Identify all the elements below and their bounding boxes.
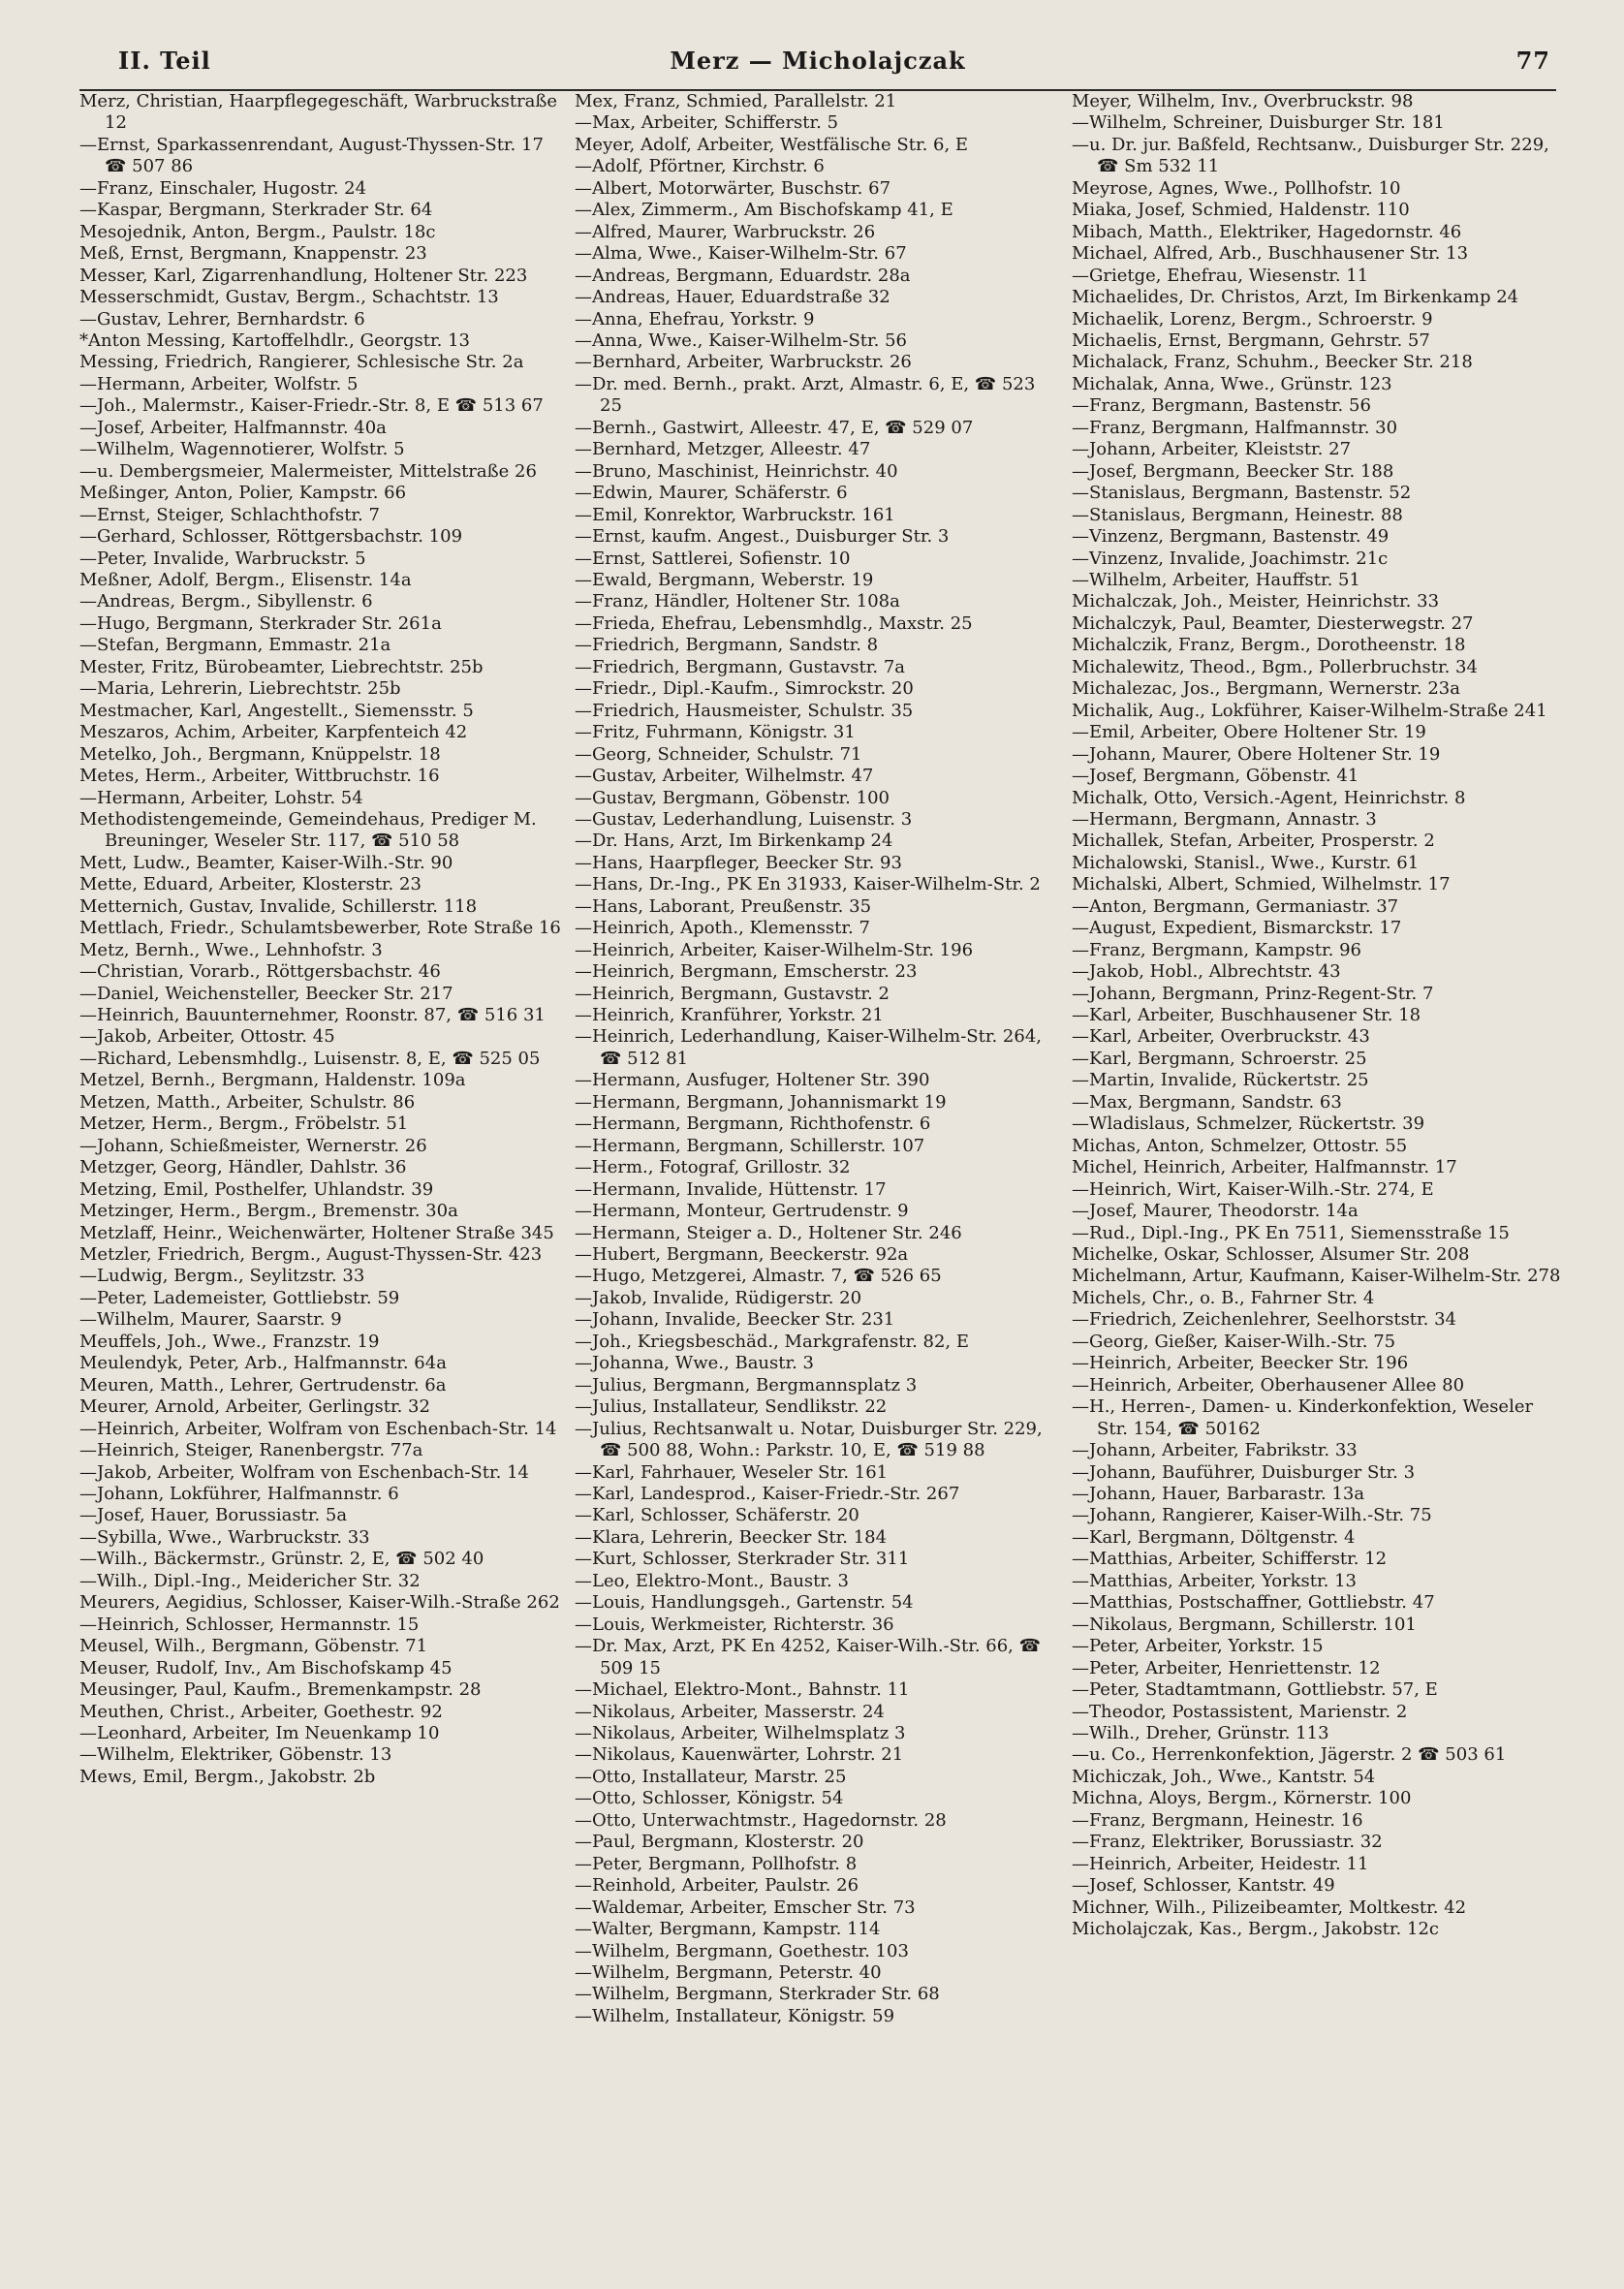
directory-entry: —Bernhard, Arbeiter, Warbruckstr. 26 bbox=[575, 352, 912, 373]
directory-entry: —Johann, Bergmann, Prinz-Regent-Str. 7 bbox=[1072, 983, 1434, 1004]
directory-entry: —Peter, Invalide, Warbruckstr. 5 bbox=[79, 548, 366, 569]
directory-entry: —Gustav, Arbeiter, Wilhelmstr. 47 bbox=[575, 766, 874, 787]
directory-entry: —Frieda, Ehefrau, Lebensmhdlg., Maxstr. 25 bbox=[575, 612, 973, 634]
directory-entry: —Emil, Arbeiter, Obere Holtener Str. 19 bbox=[1072, 722, 1426, 743]
directory-entry: Michallek, Stefan, Arbeiter, Prosperstr. 2 bbox=[1072, 831, 1435, 852]
directory-entry: Michalik, Aug., Lokführer, Kaiser-Wilhelm-Straße 241 bbox=[1072, 700, 1547, 721]
directory-entry: Meuthen, Christ., Arbeiter, Goethestr. 92 bbox=[79, 1701, 443, 1722]
directory-entry: —Karl, Schlosser, Schäferstr. 20 bbox=[575, 1505, 859, 1526]
directory-entry: —Hans, Dr.-Ing., PK En 31933, Kaiser-Wilhelm-Str. 2 bbox=[575, 874, 1041, 895]
directory-entry: Michas, Anton, Schmelzer, Ottostr. 55 bbox=[1072, 1135, 1408, 1156]
directory-entry: —Hugo, Bergmann, Sterkrader Str. 261a bbox=[79, 612, 442, 634]
directory-entry: —Dr. med. Bernh., prakt. Arzt, Almastr. 6, E, ☎ 523 25 bbox=[575, 373, 1036, 417]
directory-entry: Meusel, Wilh., Bergmann, Göbenstr. 71 bbox=[79, 1636, 428, 1657]
directory-entry: —Dr. Hans, Arzt, Im Birkenkamp 24 bbox=[575, 831, 893, 852]
directory-entry: —Heinrich, Wirt, Kaiser-Wilh.-Str. 274, E bbox=[1072, 1178, 1434, 1200]
directory-entry: —Wilhelm, Bergmann, Peterstr. 40 bbox=[575, 1961, 882, 1983]
directory-entry: —Martin, Invalide, Rückertstr. 25 bbox=[1072, 1070, 1369, 1091]
directory-entry: —Heinrich, Arbeiter, Oberhausener Allee 80 bbox=[1072, 1374, 1465, 1395]
directory-entry: —Ewald, Bergmann, Weberstr. 19 bbox=[575, 569, 874, 590]
directory-entry: —Reinhold, Arbeiter, Paulstr. 26 bbox=[575, 1875, 859, 1897]
directory-entry: —Heinrich, Lederhandlung, Kaiser-Wilhelm-Str. 264, ☎ 512 81 bbox=[575, 1026, 1043, 1069]
directory-entry: Metzing, Emil, Posthelfer, Uhlandstr. 39 bbox=[79, 1178, 434, 1200]
directory-entry: —Wilhelm, Schreiner, Duisburger Str. 181 bbox=[1072, 112, 1445, 134]
directory-entry: —Gerhard, Schlosser, Röttgersbachstr. 109 bbox=[79, 526, 463, 548]
directory-entry: —Vinzenz, Bergmann, Bastenstr. 49 bbox=[1072, 526, 1390, 548]
directory-entry: Meszaros, Achim, Arbeiter, Karpfenteich 42 bbox=[79, 722, 468, 743]
directory-entry: —u. Dr. jur. Baßfeld, Rechtsanw., Duisburger Str. 229, ☎ Sm 532 11 bbox=[1072, 134, 1549, 177]
directory-entry: —Ernst, kaufm. Angest., Duisburger Str. 3 bbox=[575, 526, 950, 548]
directory-entry: —Wilh., Dipl.-Ing., Meidericher Str. 32 bbox=[79, 1570, 421, 1591]
directory-entry: Metzel, Bernh., Bergmann, Haldenstr. 109a bbox=[79, 1070, 466, 1091]
directory-entry: —Karl, Arbeiter, Overbruckstr. 43 bbox=[1072, 1026, 1370, 1048]
directory-entry: Meyer, Wilhelm, Inv., Overbruckstr. 98 bbox=[1072, 91, 1414, 111]
directory-entry: —Wilhelm, Elektriker, Göbenstr. 13 bbox=[79, 1744, 392, 1766]
directory-entry: —Johann, Maurer, Obere Holtener Str. 19 bbox=[1072, 743, 1441, 765]
directory-entry: —Leo, Elektro-Mont., Baustr. 3 bbox=[575, 1570, 849, 1591]
directory-entry: —Heinrich, Bauunternehmer, Roonstr. 87, ☎ 516 31 bbox=[79, 1005, 546, 1026]
directory-entry: —Ludwig, Bergm., Seylitzstr. 33 bbox=[79, 1266, 365, 1287]
directory-entry: —Kaspar, Bergmann, Sterkrader Str. 64 bbox=[79, 200, 433, 221]
directory-entry: —Hugo, Metzgerei, Almastr. 7, ☎ 526 65 bbox=[575, 1266, 942, 1287]
directory-entry: —Wilhelm, Bergmann, Goethestr. 103 bbox=[575, 1940, 909, 1961]
directory-entry: Mestmacher, Karl, Angestellt., Siemensstr. 5 bbox=[79, 700, 474, 721]
directory-entry: —Anna, Wwe., Kaiser-Wilhelm-Str. 56 bbox=[575, 329, 908, 351]
directory-entry: —Nikolaus, Bergmann, Schillerstr. 101 bbox=[1072, 1614, 1417, 1635]
directory-entry: —u. Dembergsmeier, Malermeister, Mittelstraße 26 bbox=[79, 460, 537, 482]
directory-entry: Metzlaff, Heinr., Weichenwärter, Holtener Straße 345 bbox=[79, 1222, 554, 1243]
directory-entry: —u. Co., Herrenkonfektion, Jägerstr. 2 ☎ 503 61 bbox=[1072, 1744, 1507, 1766]
directory-entry: —Alex, Zimmerm., Am Bischofskamp 41, E bbox=[575, 200, 953, 221]
directory-entry: —Hans, Haarpfleger, Beecker Str. 93 bbox=[575, 852, 902, 873]
directory-entry: —Anton, Bergmann, Germaniastr. 37 bbox=[1072, 895, 1399, 917]
directory-entry: —Julius, Installateur, Sendlikstr. 22 bbox=[575, 1396, 888, 1418]
directory-entry: Michaelis, Ernst, Bergmann, Gehrstr. 57 bbox=[1072, 329, 1430, 351]
directory-entry: —Andreas, Bergm., Sibyllenstr. 6 bbox=[79, 591, 373, 612]
directory-entry: —Emil, Konrektor, Warbruckstr. 161 bbox=[575, 504, 895, 525]
directory-entry: —Hermann, Steiger a. D., Holtener Str. 246 bbox=[575, 1222, 962, 1243]
directory-entry: —Hermann, Invalide, Hüttenstr. 17 bbox=[575, 1178, 887, 1200]
directory-entry: —Johanna, Wwe., Baustr. 3 bbox=[575, 1353, 815, 1374]
directory-entry: Metzen, Matth., Arbeiter, Schulstr. 86 bbox=[79, 1091, 416, 1113]
directory-entry: Mette, Eduard, Arbeiter, Klosterstr. 23 bbox=[79, 874, 422, 895]
directory-entry: —Albert, Motorwärter, Buschstr. 67 bbox=[575, 177, 891, 199]
directory-entry: Metzler, Friedrich, Bergm., August-Thyssen-Str. 423 bbox=[79, 1244, 543, 1266]
directory-entry: Meulendyk, Peter, Arb., Halfmannstr. 64a bbox=[79, 1353, 447, 1374]
directory-entry: Miaka, Josef, Schmied, Haldenstr. 110 bbox=[1072, 200, 1410, 221]
directory-entry: Messing, Friedrich, Rangierer, Schlesische Str. 2a bbox=[79, 352, 524, 373]
directory-entry: —Christian, Vorarb., Röttgersbachstr. 46 bbox=[79, 961, 441, 983]
directory-entry: —Alfred, Maurer, Warbruckstr. 26 bbox=[575, 221, 876, 242]
directory-entry: —Bernhard, Metzger, Alleestr. 47 bbox=[575, 439, 871, 460]
directory-entry: —Louis, Werkmeister, Richterstr. 36 bbox=[575, 1614, 894, 1635]
directory-entry: Michalczik, Franz, Bergm., Dorotheenstr. 18 bbox=[1072, 635, 1466, 656]
directory-entry: —Nikolaus, Arbeiter, Wilhelmsplatz 3 bbox=[575, 1722, 906, 1743]
directory-entry: —Friedrich, Hausmeister, Schulstr. 35 bbox=[575, 700, 914, 721]
directory-entry: —Josef, Maurer, Theodorstr. 14a bbox=[1072, 1201, 1359, 1222]
directory-entry: —Vinzenz, Invalide, Joachimstr. 21c bbox=[1072, 548, 1389, 569]
directory-entry: —Nikolaus, Arbeiter, Masserstr. 24 bbox=[575, 1701, 885, 1722]
directory-entry: Meurers, Aegidius, Schlosser, Kaiser-Wilh.-Straße 262 bbox=[79, 1592, 560, 1614]
directory-entry: —Theodor, Postassistent, Marienstr. 2 bbox=[1072, 1701, 1408, 1722]
directory-entry: Michalk, Otto, Versich.-Agent, Heinrichstr. 8 bbox=[1072, 787, 1466, 808]
directory-entry: Mettlach, Friedr., Schulamtsbewerber, Rote Straße 16 bbox=[79, 918, 561, 939]
directory-entry: —Karl, Bergmann, Schroerstr. 25 bbox=[1072, 1048, 1367, 1069]
directory-entry: —Otto, Installateur, Marstr. 25 bbox=[575, 1766, 847, 1787]
directory-entry: Meßinger, Anton, Polier, Kampstr. 66 bbox=[79, 483, 407, 504]
directory-entry: Meuren, Matth., Lehrer, Gertrudenstr. 6a bbox=[79, 1374, 447, 1395]
directory-entry: —Hermann, Bergmann, Schillerstr. 107 bbox=[575, 1135, 925, 1156]
directory-entry: —Karl, Landesprod., Kaiser-Friedr.-Str. 267 bbox=[575, 1484, 960, 1504]
directory-entry: —Gustav, Bergmann, Göbenstr. 100 bbox=[575, 787, 890, 808]
directory-entry: —Matthias, Postschaffner, Gottliebstr. 47 bbox=[1072, 1592, 1435, 1614]
directory-entry: Methodistengemeinde, Gemeindehaus, Prediger M. Breuninger, Weseler Str. 117, ☎ 510 58 bbox=[79, 808, 537, 852]
directory-entry: Michiczak, Joh., Wwe., Kantstr. 54 bbox=[1072, 1766, 1376, 1787]
directory-entry: —Heinrich, Apoth., Klemensstr. 7 bbox=[575, 918, 870, 939]
name-range: Merz — Micholajczak bbox=[670, 47, 966, 75]
directory-entry: —Ernst, Sparkassenrendant, August-Thyssen-Str. 17 ☎ 507 86 bbox=[79, 134, 544, 177]
directory-entry: —Johann, Rangierer, Kaiser-Wilh.-Str. 75 bbox=[1072, 1505, 1432, 1526]
directory-entry: —Bernh., Gastwirt, Alleestr. 47, E, ☎ 529 07 bbox=[575, 417, 974, 438]
directory-entry: Metternich, Gustav, Invalide, Schillerstr. 118 bbox=[79, 895, 478, 917]
directory-entry: —Heinrich, Arbeiter, Heidestr. 11 bbox=[1072, 1853, 1369, 1874]
directory-entry: —Johann, Schießmeister, Wernerstr. 26 bbox=[79, 1135, 427, 1156]
directory-entry: Meß, Ernst, Bergmann, Knappenstr. 23 bbox=[79, 243, 427, 265]
directory-entry: —Johann, Hauer, Barbarastr. 13a bbox=[1072, 1484, 1365, 1504]
directory-entry: —Dr. Max, Arzt, PK En 4252, Kaiser-Wilh.-Str. 66, ☎ 509 15 bbox=[575, 1636, 1042, 1678]
directory-entry: Merz, Christian, Haarpflegegeschäft, Warbruckstraße 12 bbox=[79, 91, 558, 134]
directory-entry: —Johann, Invalide, Beecker Str. 231 bbox=[575, 1309, 895, 1331]
directory-entry: —Rud., Dipl.-Ing., PK En 7511, Siemensstraße 15 bbox=[1072, 1222, 1510, 1243]
directory-entry: —Hermann, Bergmann, Johannismarkt 19 bbox=[575, 1091, 947, 1113]
directory-entry: Meusinger, Paul, Kaufm., Bremenkampstr. 28 bbox=[79, 1679, 482, 1701]
directory-entry: —Wilhelm, Arbeiter, Hauffstr. 51 bbox=[1072, 569, 1360, 590]
directory-entry: —Franz, Elektriker, Borussiastr. 32 bbox=[1072, 1832, 1383, 1853]
directory-entry: —Hermann, Bergmann, Richthofenstr. 6 bbox=[575, 1113, 931, 1135]
directory-entry: —Hans, Laborant, Preußenstr. 35 bbox=[575, 895, 872, 917]
directory-entry: Mester, Fritz, Bürobeamter, Liebrechtstr. 25b bbox=[79, 656, 484, 677]
directory-entry: —Stefan, Bergmann, Emmastr. 21a bbox=[79, 635, 391, 656]
directory-entry: —Julius, Rechtsanwalt u. Notar, Duisburger Str. 229, ☎ 500 88, Wohn.: Parkstr. 10, E, ☎ 519 88 bbox=[575, 1418, 1043, 1461]
directory-entry: —Jakob, Arbeiter, Wolfram von Eschenbach-Str. 14 bbox=[79, 1461, 529, 1483]
directory-entry: —Heinrich, Bergmann, Emscherstr. 23 bbox=[575, 961, 918, 983]
directory-entry: —Jakob, Hobl., Albrechtstr. 43 bbox=[1072, 961, 1341, 983]
directory-entry: Michalewitz, Theod., Bgm., Pollerbruchstr. 34 bbox=[1072, 656, 1478, 677]
directory-entry: —Heinrich, Steiger, Ranenbergstr. 77a bbox=[79, 1440, 423, 1461]
directory-entry: —Georg, Schneider, Schulstr. 71 bbox=[575, 743, 862, 765]
directory-entry: —Joh., Malermstr., Kaiser-Friedr.-Str. 8, E ☎ 513 67 bbox=[79, 395, 544, 417]
directory-entry: —Heinrich, Bergmann, Gustavstr. 2 bbox=[575, 983, 890, 1004]
directory-entry: Micholajczak, Kas., Bergm., Jakobstr. 12c bbox=[1072, 1919, 1439, 1940]
page-number: 77 bbox=[1515, 47, 1550, 75]
directory-entry: —Paul, Bergmann, Klosterstr. 20 bbox=[575, 1832, 864, 1853]
directory-entry: Michael, Alfred, Arb., Buschhausener Str. 13 bbox=[1072, 243, 1469, 265]
directory-entry: —Hermann, Arbeiter, Lohstr. 54 bbox=[79, 787, 363, 808]
directory-entry: —August, Expedient, Bismarckstr. 17 bbox=[1072, 918, 1402, 939]
directory-entry: —Friedr., Dipl.-Kaufm., Simrockstr. 20 bbox=[575, 678, 914, 700]
directory-entry: Metzinger, Herm., Bergm., Bremenstr. 30a bbox=[79, 1201, 458, 1222]
directory-entry: —Jakob, Arbeiter, Ottostr. 45 bbox=[79, 1026, 335, 1048]
directory-entry: —Franz, Bergmann, Heinestr. 16 bbox=[1072, 1809, 1363, 1831]
directory-entry: —Johann, Bauführer, Duisburger Str. 3 bbox=[1072, 1461, 1416, 1483]
directory-entry: Mews, Emil, Bergm., Jakobstr. 2b bbox=[79, 1766, 376, 1787]
directory-entry: Michels, Chr., o. B., Fahrner Str. 4 bbox=[1072, 1287, 1375, 1308]
directory-entry: Metzger, Georg, Händler, Dahlstr. 36 bbox=[79, 1157, 407, 1178]
directory-entry: Michelke, Oskar, Schlosser, Alsumer Str. 208 bbox=[1072, 1244, 1470, 1266]
directory-entry: —Matthias, Arbeiter, Yorkstr. 13 bbox=[1072, 1570, 1357, 1591]
directory-entry: —Peter, Arbeiter, Yorkstr. 15 bbox=[1072, 1636, 1324, 1657]
directory-entry: Michner, Wilh., Pilizeibeamter, Moltkestr. 42 bbox=[1072, 1897, 1467, 1918]
directory-entry: —Hermann, Arbeiter, Wolfstr. 5 bbox=[79, 373, 359, 394]
directory-entry: —Wilhelm, Bergmann, Sterkrader Str. 68 bbox=[575, 1984, 940, 2005]
directory-entry: —Waldemar, Arbeiter, Emscher Str. 73 bbox=[575, 1897, 916, 1918]
directory-entry: Michaelides, Dr. Christos, Arzt, Im Birkenkamp 24 bbox=[1072, 287, 1519, 308]
directory-entry: Mibach, Matth., Elektriker, Hagedornstr. 46 bbox=[1072, 221, 1462, 242]
directory-entry: Meyrose, Agnes, Wwe., Pollhofstr. 10 bbox=[1072, 177, 1401, 199]
directory-entry: Michalack, Franz, Schuhm., Beecker Str. 218 bbox=[1072, 352, 1473, 373]
directory-entry: —Fritz, Fuhrmann, Königstr. 31 bbox=[575, 722, 856, 743]
directory-entry: —Walter, Bergmann, Kampstr. 114 bbox=[575, 1919, 881, 1940]
directory-entry: —Julius, Bergmann, Bergmannsplatz 3 bbox=[575, 1374, 918, 1395]
directory-entry: —Kurt, Schlosser, Sterkrader Str. 311 bbox=[575, 1549, 910, 1570]
directory-entry: —Karl, Arbeiter, Buschhausener Str. 18 bbox=[1072, 1005, 1421, 1026]
directory-entry: —Friedrich, Bergmann, Sandstr. 8 bbox=[575, 635, 879, 656]
directory-entry: —Karl, Bergmann, Döltgenstr. 4 bbox=[1072, 1526, 1356, 1548]
directory-entry: Metzer, Herm., Bergm., Fröbelstr. 51 bbox=[79, 1113, 409, 1135]
column-1 bbox=[79, 91, 562, 2272]
directory-entry: —Otto, Schlosser, Königstr. 54 bbox=[575, 1788, 844, 1809]
directory-entry: —Maria, Lehrerin, Liebrechtstr. 25b bbox=[79, 678, 401, 700]
directory-entry: —Wilhelm, Wagennotierer, Wolfstr. 5 bbox=[79, 439, 405, 460]
directory-entry: —Wilh., Dreher, Grünstr. 113 bbox=[1072, 1722, 1329, 1743]
directory-entry: Mex, Franz, Schmied, Parallelstr. 21 bbox=[575, 91, 897, 111]
directory-entry: —Franz, Bergmann, Halfmannstr. 30 bbox=[1072, 417, 1398, 438]
directory-entry: —Leonhard, Arbeiter, Im Neuenkamp 10 bbox=[79, 1722, 440, 1743]
directory-entry: Michelmann, Artur, Kaufmann, Kaiser-Wilhelm-Str. 278 bbox=[1072, 1266, 1561, 1287]
directory-entry: —Wilh., Bäckermstr., Grünstr. 2, E, ☎ 502 40 bbox=[79, 1549, 484, 1570]
directory-entry: —Nikolaus, Kauenwärter, Lohrstr. 21 bbox=[575, 1744, 904, 1766]
directory-entry: —Wilhelm, Installateur, Königstr. 59 bbox=[575, 2005, 895, 2026]
directory-entry: Metes, Herm., Arbeiter, Wittbruchstr. 16 bbox=[79, 766, 440, 787]
directory-entry: Michalczak, Joh., Meister, Heinrichstr. 33 bbox=[1072, 591, 1440, 612]
directory-entry: —Peter, Bergmann, Pollhofstr. 8 bbox=[575, 1853, 858, 1874]
directory-entry: —Max, Bergmann, Sandstr. 63 bbox=[1072, 1091, 1342, 1113]
directory-entry: —Franz, Einschaler, Hugostr. 24 bbox=[79, 177, 367, 199]
directory-entry: —Ernst, Steiger, Schlachthofstr. 7 bbox=[79, 504, 380, 525]
directory-entry: —Friedrich, Zeichenlehrer, Seelhorststr. 34 bbox=[1072, 1309, 1457, 1331]
directory-entry: Michalczyk, Paul, Beamter, Diesterwegstr. 27 bbox=[1072, 612, 1474, 634]
directory-entry: —Hermann, Monteur, Gertrudenstr. 9 bbox=[575, 1201, 909, 1222]
directory-entry: —Sybilla, Wwe., Warbruckstr. 33 bbox=[79, 1526, 370, 1548]
directory-entry: —Peter, Lademeister, Gottliebstr. 59 bbox=[79, 1287, 400, 1308]
directory-entry: —Otto, Unterwachtmstr., Hagedornstr. 28 bbox=[575, 1809, 947, 1831]
directory-entry: —Johann, Lokführer, Halfmannstr. 6 bbox=[79, 1484, 399, 1504]
directory-entry: Metz, Bernh., Wwe., Lehnhofstr. 3 bbox=[79, 939, 383, 960]
directory-entry: Meurer, Arnold, Arbeiter, Gerlingstr. 32 bbox=[79, 1396, 430, 1418]
directory-entry: —Ernst, Sattlerei, Sofienstr. 10 bbox=[575, 548, 851, 569]
directory-entry: —Josef, Bergmann, Beecker Str. 188 bbox=[1072, 460, 1394, 482]
directory-entry: —Franz, Händler, Holtener Str. 108a bbox=[575, 591, 900, 612]
directory-entry: —Heinrich, Arbeiter, Wolfram von Eschenbach-Str. 14 bbox=[79, 1418, 557, 1439]
directory-entry: —Gustav, Lederhandlung, Luisenstr. 3 bbox=[575, 808, 913, 830]
directory-entry: —Daniel, Weichensteller, Beecker Str. 217 bbox=[79, 983, 453, 1004]
directory-entry: —Bruno, Maschinist, Heinrichstr. 40 bbox=[575, 460, 898, 482]
directory-entry: Michalski, Albert, Schmied, Wilhelmstr. 17 bbox=[1072, 874, 1451, 895]
directory-entry: —Alma, Wwe., Kaiser-Wilhelm-Str. 67 bbox=[575, 243, 907, 265]
directory-entry: —Johann, Arbeiter, Kleiststr. 27 bbox=[1072, 439, 1352, 460]
directory-entry: —Anna, Ehefrau, Yorkstr. 9 bbox=[575, 308, 815, 329]
directory-entry: —Josef, Bergmann, Göbenstr. 41 bbox=[1072, 766, 1359, 787]
directory-entry: —Josef, Hauer, Borussiastr. 5a bbox=[79, 1505, 348, 1526]
directory-entry: —Grietge, Ehefrau, Wiesenstr. 11 bbox=[1072, 265, 1369, 286]
directory-entry: —Karl, Fahrhauer, Weseler Str. 161 bbox=[575, 1461, 889, 1483]
directory-entry: —Heinrich, Schlosser, Hermannstr. 15 bbox=[79, 1614, 420, 1635]
directory-entry: —Matthias, Arbeiter, Schifferstr. 12 bbox=[1072, 1549, 1388, 1570]
directory-entry: —Heinrich, Kranführer, Yorkstr. 21 bbox=[575, 1005, 884, 1026]
directory-entry: —Wilhelm, Maurer, Saarstr. 9 bbox=[79, 1309, 342, 1331]
directory-entry: —Adolf, Pförtner, Kirchstr. 6 bbox=[575, 156, 825, 177]
directory-entry: —Michael, Elektro-Mont., Bahnstr. 11 bbox=[575, 1679, 910, 1701]
directory-entry: Meuser, Rudolf, Inv., Am Bischofskamp 45 bbox=[79, 1657, 453, 1678]
directory-entry: —Klara, Lehrerin, Beecker Str. 184 bbox=[575, 1526, 888, 1548]
directory-entry: Messer, Karl, Zigarrenhandlung, Holtener Str. 223 bbox=[79, 265, 528, 286]
directory-entry: Mett, Ludw., Beamter, Kaiser-Wilh.-Str. 90 bbox=[79, 852, 453, 873]
directory-entry: Mesojednik, Anton, Bergm., Paulstr. 18c bbox=[79, 221, 436, 242]
directory-entry: Michel, Heinrich, Arbeiter, Halfmannstr. 17 bbox=[1072, 1157, 1457, 1178]
directory-entry: Michalezac, Jos., Bergmann, Wernerstr. 23a bbox=[1072, 678, 1460, 700]
directory-entry: —Johann, Arbeiter, Fabrikstr. 33 bbox=[1072, 1440, 1358, 1461]
directory-entry: —Friedrich, Bergmann, Gustavstr. 7a bbox=[575, 656, 906, 677]
directory-entry: Meuffels, Joh., Wwe., Franzstr. 19 bbox=[79, 1331, 380, 1352]
directory-entry: Messerschmidt, Gustav, Bergm., Schachtstr. 13 bbox=[79, 287, 499, 308]
directory-entry: —Stanislaus, Bergmann, Bastenstr. 52 bbox=[1072, 483, 1412, 504]
directory-entry: Michalowski, Stanisl., Wwe., Kurstr. 61 bbox=[1072, 852, 1420, 873]
directory-entry: —Edwin, Maurer, Schäferstr. 6 bbox=[575, 483, 848, 504]
directory-entry: —Joh., Kriegsbeschäd., Markgrafenstr. 82, E bbox=[575, 1331, 970, 1352]
directory-entry: —H., Herren-, Damen- u. Kinderkonfektion, Weseler Str. 154, ☎ 50162 bbox=[1072, 1396, 1534, 1439]
directory-entry: —Franz, Bergmann, Kampstr. 96 bbox=[1072, 939, 1361, 960]
directory-entry: —Peter, Stadtamtmann, Gottliebstr. 57, E bbox=[1072, 1679, 1438, 1701]
directory-entry: —Gustav, Lehrer, Bernhardstr. 6 bbox=[79, 308, 365, 329]
directory-entry: —Louis, Handlungsgeh., Gartenstr. 54 bbox=[575, 1592, 914, 1614]
directory-entry: —Andreas, Bergmann, Eduardstr. 28a bbox=[575, 265, 911, 286]
directory-entry: —Andreas, Hauer, Eduardstraße 32 bbox=[575, 287, 890, 308]
directory-entry: Michaelik, Lorenz, Bergm., Schroerstr. 9 bbox=[1072, 308, 1433, 329]
directory-entry: —Heinrich, Arbeiter, Beecker Str. 196 bbox=[1072, 1353, 1409, 1374]
directory-entry: —Franz, Bergmann, Bastenstr. 56 bbox=[1072, 395, 1371, 417]
directory-entry: —Josef, Arbeiter, Halfmannstr. 40a bbox=[79, 417, 387, 438]
directory-entry: —Herm., Fotograf, Grillostr. 32 bbox=[575, 1157, 851, 1178]
column-3 bbox=[1072, 91, 1562, 2272]
directory-entry: —Wladislaus, Schmelzer, Rückertstr. 39 bbox=[1072, 1113, 1425, 1135]
section-label: II. Teil bbox=[118, 47, 211, 75]
directory-entry: Meßner, Adolf, Bergm., Elisenstr. 14a bbox=[79, 569, 412, 590]
directory-entry: Metelko, Joh., Bergmann, Knüppelstr. 18 bbox=[79, 743, 441, 765]
directory-entry: —Georg, Gießer, Kaiser-Wilh.-Str. 75 bbox=[1072, 1331, 1396, 1352]
directory-entry: —Stanislaus, Bergmann, Heinestr. 88 bbox=[1072, 504, 1403, 525]
directory-entry: —Hermann, Ausfuger, Holtener Str. 390 bbox=[575, 1070, 930, 1091]
page-header bbox=[79, 47, 1556, 91]
directory-entry: —Peter, Arbeiter, Henriettenstr. 12 bbox=[1072, 1657, 1381, 1678]
directory-entry: Meyer, Adolf, Arbeiter, Westfälische Str. 6, E bbox=[575, 134, 969, 155]
directory-entry: —Heinrich, Arbeiter, Kaiser-Wilhelm-Str. 196 bbox=[575, 939, 974, 960]
directory-entry: —Hubert, Bergmann, Beeckerstr. 92a bbox=[575, 1244, 909, 1266]
directory-entry: *Anton Messing, Kartoffelhdlr., Georgstr. 13 bbox=[79, 329, 471, 351]
directory-entry: —Jakob, Invalide, Rüdigerstr. 20 bbox=[575, 1287, 862, 1308]
directory-entry: —Josef, Schlosser, Kantstr. 49 bbox=[1072, 1875, 1335, 1897]
directory-entry: —Richard, Lebensmhdlg., Luisenstr. 8, E, ☎ 525 05 bbox=[79, 1048, 541, 1069]
directory-entry: Michna, Aloys, Bergm., Körnerstr. 100 bbox=[1072, 1788, 1412, 1809]
directory-entry: —Hermann, Bergmann, Annastr. 3 bbox=[1072, 808, 1377, 830]
directory-entry: Michalak, Anna, Wwe., Grünstr. 123 bbox=[1072, 373, 1392, 394]
column-2 bbox=[575, 91, 1059, 2272]
directory-entry: —Max, Arbeiter, Schifferstr. 5 bbox=[575, 112, 839, 134]
